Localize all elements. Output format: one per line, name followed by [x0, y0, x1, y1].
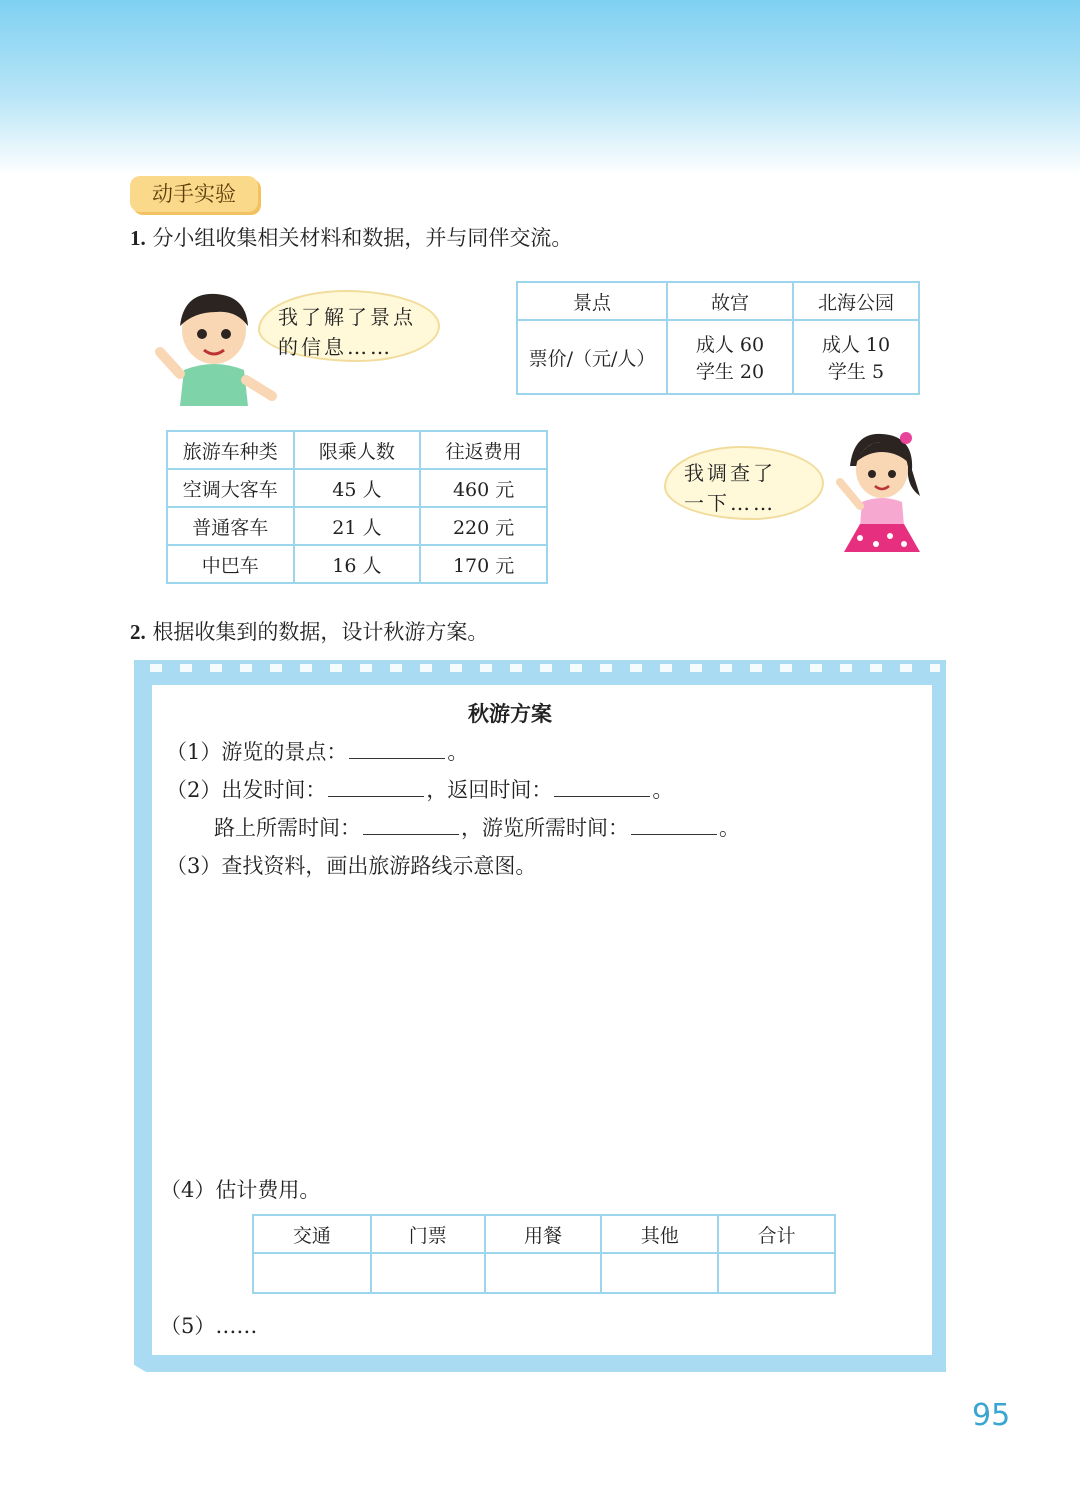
- boy-speech-bubble: [258, 290, 440, 362]
- travel-time-label: 路上所需时间：: [214, 816, 361, 840]
- cost-header-other: 其他: [601, 1215, 718, 1253]
- table-row: [167, 545, 547, 583]
- blank-travel-time-field[interactable]: [363, 816, 459, 835]
- cost-transport-input[interactable]: [253, 1253, 371, 1293]
- bus-capacity-cell: 45 人: [294, 469, 421, 507]
- cost-header-ticket: 门票: [371, 1215, 485, 1253]
- plan-item-2a: [166, 774, 673, 804]
- girl-bubble-line1: 我调查了: [684, 461, 776, 485]
- cost-header-total: 合计: [718, 1215, 835, 1253]
- question-number: 1.: [130, 226, 146, 250]
- bus-header-cost: 往返费用: [420, 431, 547, 469]
- girl-speech-bubble: [664, 446, 824, 520]
- boy-illustration: [150, 282, 280, 412]
- blank-sight-field[interactable]: [349, 740, 445, 759]
- bus-cost-cell: 460 元: [420, 469, 547, 507]
- blank-tour-time-field[interactable]: [631, 816, 717, 835]
- beihai-adult: 成人 10: [821, 334, 891, 356]
- plan-item-1: [166, 736, 468, 766]
- header-gradient-band: [0, 0, 1080, 175]
- sight-header-gugong: 故宫: [667, 282, 793, 320]
- sight-price-table: [516, 281, 920, 395]
- plan-item-3: （3）查找资料，画出旅游路线示意图。: [166, 854, 537, 878]
- gugong-student: 学生 20: [695, 361, 765, 383]
- question-text: 根据收集到的数据，设计秋游方案。: [152, 620, 489, 644]
- plan-item-4: （4）估计费用。: [160, 1178, 321, 1202]
- cost-header-transport: 交通: [253, 1215, 371, 1253]
- plan-box-dash-border: [150, 664, 940, 672]
- bus-capacity-cell: 16 人: [294, 545, 421, 583]
- cost-total-input[interactable]: [718, 1253, 835, 1293]
- plan-item-2b-end: 。: [719, 816, 740, 840]
- plan-item-2a-end: 。: [652, 778, 674, 802]
- gugong-price-cell: [667, 320, 793, 394]
- page-number: 95: [972, 1398, 1011, 1433]
- blank-depart-time-field[interactable]: [328, 778, 424, 797]
- boy-bubble-line1: 我了解了景点: [278, 305, 416, 329]
- question-text: 分小组收集相关材料和数据，并与同伴交流。: [152, 226, 573, 250]
- sight-header-beihai: 北海公园: [793, 282, 919, 320]
- bus-type-cell: 普通客车: [167, 507, 294, 545]
- cost-estimate-table: [252, 1214, 836, 1294]
- question-2: [130, 616, 488, 646]
- bus-cost-cell: 170 元: [420, 545, 547, 583]
- plan-item-1-end: 。: [447, 740, 469, 764]
- beihai-price-cell: [793, 320, 919, 394]
- gugong-adult: 成人 60: [695, 334, 765, 356]
- question-1: [130, 222, 572, 252]
- plan-title: 秋游方案: [468, 702, 552, 726]
- cost-other-input[interactable]: [601, 1253, 718, 1293]
- sight-header-label: 景点: [517, 282, 667, 320]
- cost-header-meal: 用餐: [485, 1215, 602, 1253]
- cost-meal-input[interactable]: [485, 1253, 602, 1293]
- plan-item-2b: [214, 812, 740, 842]
- plan-item-5: （5）……: [160, 1314, 258, 1338]
- table-row: [253, 1253, 835, 1293]
- girl-illustration: [830, 426, 930, 560]
- girl-bubble-line2: 一下……: [684, 491, 776, 515]
- bus-cost-cell: 220 元: [420, 507, 547, 545]
- question-number: 2.: [130, 620, 146, 644]
- depart-time-label: （2）出发时间：: [166, 778, 327, 802]
- ticket-price-label: 票价/（元/人）: [517, 320, 667, 394]
- tour-time-label: ，游览所需时间：: [461, 816, 629, 840]
- boy-bubble-line2: 的信息……: [278, 335, 393, 359]
- section-tag: 动手实验: [130, 176, 258, 212]
- blank-return-time-field[interactable]: [554, 778, 650, 797]
- bus-type-cell: 中巴车: [167, 545, 294, 583]
- bus-header-capacity: 限乘人数: [294, 431, 421, 469]
- beihai-student: 学生 5: [827, 361, 885, 383]
- cost-ticket-input[interactable]: [371, 1253, 485, 1293]
- bus-capacity-cell: 21 人: [294, 507, 421, 545]
- table-row: [167, 469, 547, 507]
- table-row: [167, 507, 547, 545]
- plan-item-1-label: （1）游览的景点：: [166, 740, 348, 764]
- bus-rental-table: [166, 430, 548, 584]
- return-time-label: ，返回时间：: [426, 778, 553, 802]
- bus-type-cell: 空调大客车: [167, 469, 294, 507]
- bus-header-type: 旅游车种类: [167, 431, 294, 469]
